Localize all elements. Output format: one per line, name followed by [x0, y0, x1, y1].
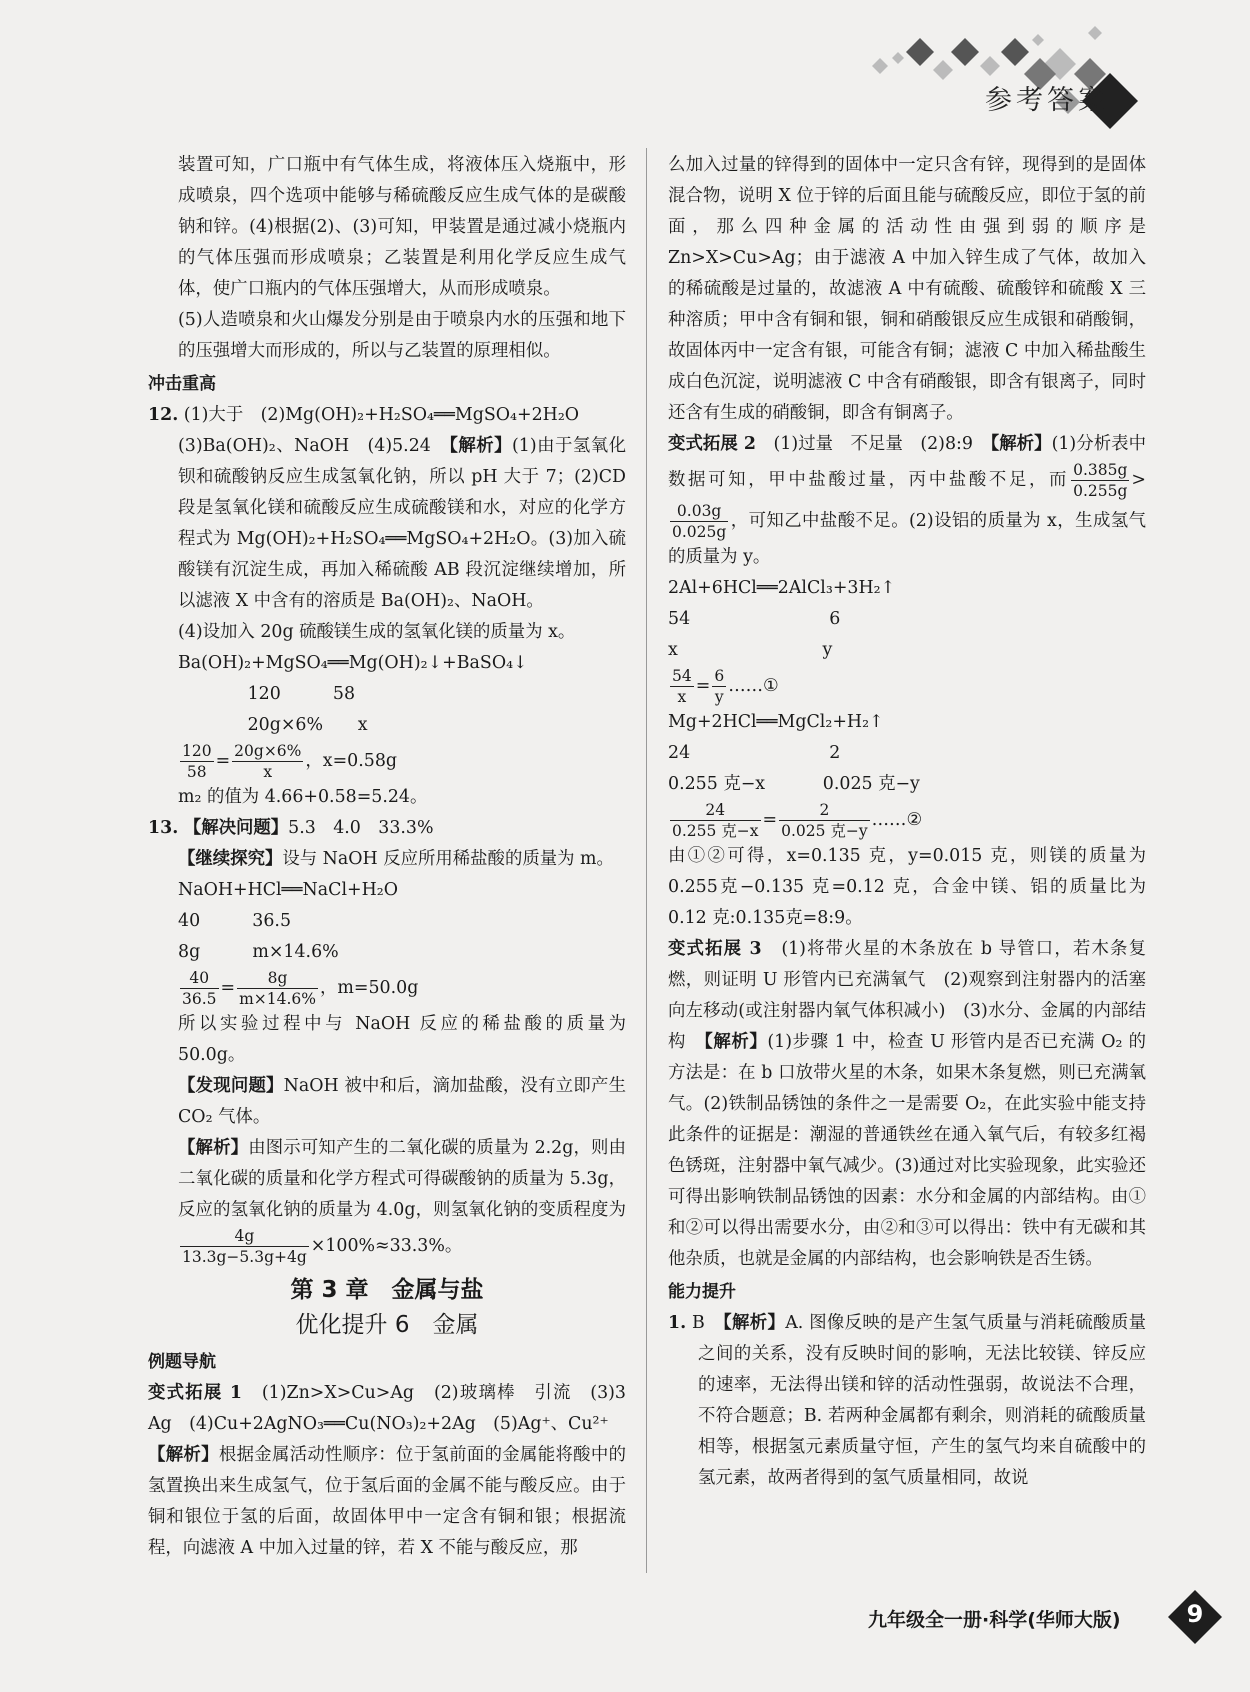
equation-row: 0.255 克−x 0.025 克−y	[668, 774, 920, 794]
chemical-equation: Ba(OH)₂+MgSO₄══Mg(OH)₂↓+BaSO₄↓	[178, 653, 528, 673]
chapter-title: 第 3 章 金属与盐	[290, 1277, 484, 1303]
equation-row: 40 36.5	[178, 911, 292, 931]
denominator: 0.255g	[1073, 482, 1128, 500]
fraction	[670, 800, 761, 841]
section-heading: 例题导航	[148, 1352, 216, 1372]
chemical-equation: Mg+2HCl══MgCl₂+H₂↑	[668, 712, 884, 732]
result-text: ，x=0.58g	[305, 751, 398, 771]
question-12	[148, 400, 626, 431]
answer-analysis	[148, 431, 626, 617]
fraction	[779, 800, 870, 841]
equation-mark: ……②	[871, 810, 923, 830]
denominator: 0.025 克−y	[781, 822, 868, 840]
paragraph: 装置可知，广口瓶中有气体生成，将液体压入烧瓶中，形成喷泉，四个选项中能够与稀硫酸反应生成气体的是碳酸钠和锌。(4)根据(2)、(3)可知，甲装置是通过减小烧瓶内的气体压强而形成喷泉；乙装置是利用化学反应生成气体，使广口瓶内的气体压强增大，从而形成喷泉。	[178, 155, 626, 299]
answer-text: (1)将带火星的木条放在 b 导管口，若木条复燃，则证明 U 形管内已充满氧气 (2)观察到注射器内的活塞向左移动(或注射器内氧气体积减小) (3)水分、金属的内部结构	[668, 939, 1146, 1052]
fraction	[670, 666, 694, 707]
proportion-line: $\frac{120}{58}$ = $\frac{20g\times 6\%}{x}$ ，x=0.58g	[182, 742, 398, 781]
analysis-text: A. 图像反映的是产生氢气质量与消耗硫酸质量之间的关系，没有反映时间的影响，无法比较镁、锌反应的速率，无法得出镁和锌的活动性强弱，故说法不合理，不符合题意；B. 若两种金属都有剩余，则消耗的硫酸质量相等，根据氢元素质量守恒，产生的氢气均来自硫酸中的氢元素，故两者得到的氢气质量相同，故说	[698, 1313, 1146, 1488]
analysis-label: 【解析】	[148, 1445, 219, 1465]
fraction	[670, 501, 728, 542]
paragraph: 由①②可得，x=0.135 克，y=0.015 克，则镁的质量为 0.255克−0.135 克=0.12 克，合金中镁、铝的质量比为 0.12 克:0.135克=8:9。	[668, 846, 1146, 928]
numerator: 8g	[237, 968, 318, 989]
numerator: 4g	[180, 1226, 309, 1247]
numerator: 20g×6%	[234, 742, 302, 760]
chemical-equation: NaOH+HCl══NaCl+H₂O	[178, 880, 398, 900]
analysis-text: ，可知乙中盐酸不足。(2)设铝的质量为 x，生成氢气的质量为 y。	[668, 511, 1146, 567]
label: 【解决问题】	[183, 818, 289, 838]
footer-book-title: 九年级全一册·科学(华师大版)	[868, 1609, 1121, 1631]
paragraph: (4)设加入 20g 硫酸镁生成的氢氧化镁的质量为 x。	[178, 622, 576, 642]
paragraph: 么加入过量的锌得到的固体中一定只含有锌，现得到的是固体混合物，说明 X 位于锌的后面且能与硫酸反应，即位于氢的前面，那么四种金属的活动性由强到弱的顺序是 Zn>X>Cu>Ag；由于滤液 A 中加入锌生成了气体，故加入的稀硫酸是过量的，故滤液 A 中有硫酸、硫酸锌和硫酸 X 三种溶质；甲中含有铜和银，铜和硝酸银反应生成银和硝酸铜，故固体丙中一定含有银，可能含有铜；滤液 C 中加入稀盐酸生成白色沉淀，说明滤液 C 中含有硝酸银，即含有银离子，同时还含有生成的硝酸铜，即含有铜离子。	[668, 155, 1146, 423]
section-title: 优化提升 6 金属	[295, 1312, 479, 1338]
text: 设与 NaOH 反应所用稀盐酸的质量为 m。	[282, 849, 614, 869]
answer-text: (1)Zn>X>Cu>Ag (2)玻璃棒 引流 (3)3 Ag (4)Cu+2AgNO₃══Cu(NO₃)₂+2Ag (5)Ag⁺、Cu²⁺	[148, 1383, 627, 1434]
analysis-label: 【解析】	[722, 1313, 786, 1333]
paragraph	[148, 1440, 626, 1564]
denominator: 13.3g−5.3g+4g	[182, 1248, 307, 1266]
equation-row: 24 2	[668, 743, 841, 763]
column-divider	[646, 148, 647, 1573]
numerator: 54	[672, 667, 692, 685]
analysis-label: 【解析】	[178, 1138, 249, 1158]
answer-text: 5.3 4.0 33.3%	[288, 818, 434, 838]
label: 变式拓展 2	[668, 434, 756, 454]
analysis-text: (1)分析表中数据可知，甲中盐酸过量，丙中盐酸不足，而	[668, 434, 1146, 490]
paragraph	[148, 1133, 626, 1267]
numerator: 0.03g	[670, 501, 728, 522]
answer-text: (3)Ba(OH)₂、NaOH (4)5.24	[178, 436, 450, 456]
equation-row: 54 6	[668, 609, 841, 629]
denominator: m×14.6%	[239, 990, 317, 1008]
fraction	[237, 968, 318, 1009]
proportion-line: $\frac{24}{\text{0.255 克−x}}$ = $\frac{2}{\text{0.025 克−y}}$ ……②	[672, 801, 923, 840]
section-heading: 冲击重高	[148, 374, 216, 394]
analysis-text: (1)由于氢氧化钡和硫酸钠反应生成氢氧化钠，所以 pH 大于 7；(2)CD 段是氢氧化镁和硫酸反应生成硫酸镁和水，对应的化学方程式为 Mg(OH)₂+H₂SO₄══MgSO₄+2H₂O。(3)加入硫酸镁有沉淀生成，再加入稀硫酸 AB 段沉淀继续增加，所以滤液 X 中含有的溶质是 Ba(OH)₂、NaOH。	[178, 436, 626, 611]
denominator: x	[677, 688, 687, 706]
example-2	[668, 429, 1146, 573]
example-3	[668, 934, 1146, 1275]
paragraph: 所以实验过程中与 NaOH 反应的稀盐酸的质量为 50.0g。	[178, 1014, 626, 1065]
denominator: 36.5	[182, 990, 217, 1008]
analysis-label: 【解析】	[449, 436, 512, 456]
fraction	[712, 666, 726, 707]
denominator: x	[263, 763, 273, 781]
fraction	[1071, 460, 1129, 501]
paragraph: m₂ 的值为 4.66+0.58=5.24。	[178, 787, 428, 807]
label: 【继续探究】	[178, 849, 283, 869]
equation-row: 120 58	[178, 684, 356, 704]
equation-row: 20g×6% x	[178, 715, 368, 735]
denominator: 0.025g	[672, 523, 727, 541]
equation-row: x y	[668, 640, 833, 660]
label: 变式拓展 1	[148, 1383, 242, 1403]
paragraph	[148, 1071, 626, 1133]
analysis-text: (1)步骤 1 中，检查 U 形管内是否已充满 O₂ 的方法是：在 b 口放带火星的木条，如果木条复燃，则已充满氧气。(2)铁制品锈蚀的条件之一是需要 O₂，在此实验中能支持此条件的证据是：潮湿的普通铁丝在通入氧气后，有较多红褐色锈斑，注射器中氧气减少。(3)通过对比实验现象，此实验还可得出影响铁制品锈蚀的因素：水分和金属的内部结构。由①和②可以得出需要水分，由②和③可以得出：铁中有无碳和其他杂质，也就是金属的内部结构，也会影响铁是否生锈。	[668, 1032, 1146, 1269]
proportion-line: $\frac{54}{x}$ = $\frac{6}{y}$ ……①	[672, 667, 779, 706]
numerator: 2	[779, 800, 870, 821]
question-number: 12.	[148, 405, 179, 425]
fraction	[180, 968, 219, 1009]
numerator: 24	[670, 800, 761, 821]
question-13	[148, 813, 626, 844]
denominator: y	[714, 688, 724, 706]
paragraph: (5)人造喷泉和火山爆发分别是由于喷泉内水的压强和地下的压强增大而形成的，所以与乙装置的原理相似。	[178, 310, 626, 361]
paragraph	[148, 844, 626, 875]
result-text: ，m=50.0g	[320, 978, 419, 998]
answer-text: (1)过量 不足量 (2)8:9	[773, 434, 991, 454]
question-1	[668, 1308, 1146, 1494]
analysis-label: 【解析】	[704, 1032, 768, 1052]
proportion-line: $\frac{40}{36.5}$ = $\frac{8g}{m\times 14.6\%}$ ，m=50.0g	[182, 969, 419, 1008]
answer-text: (1)大于 (2)Mg(OH)₂+H₂SO₄══MgSO₄+2H₂O	[183, 405, 580, 425]
numerator: 40	[180, 968, 219, 989]
question-number: 1.	[668, 1313, 687, 1333]
equation-mark: ……①	[728, 676, 779, 696]
comparison-sign: >	[1131, 470, 1146, 490]
right-column	[668, 150, 1146, 1494]
chemical-equation: 2Al+6HCl══2AlCl₃+3H₂↑	[668, 578, 896, 598]
fraction	[232, 741, 303, 782]
text: NaOH 被中和后，滴加盐酸，没有立即产生 CO₂ 气体。	[178, 1076, 626, 1127]
example-1	[148, 1378, 626, 1440]
label: 变式拓展 3	[668, 939, 762, 959]
equation-row: 8g m×14.6%	[178, 942, 339, 962]
question-number: 13.	[148, 818, 179, 838]
denominator: 58	[186, 763, 207, 781]
analysis-text: 由图示可知产生的二氧化碳的质量为 2.2g，则由二氧化碳的质量和化学方程式可得碳酸钠的质量为 5.3g，反应的氢氧化钠的质量为 4.0g，则氢氧化钠的变质程度为	[178, 1138, 626, 1220]
numerator: 0.385g	[1073, 461, 1128, 479]
page-number-text: 9	[1186, 1600, 1204, 1628]
page-number	[1168, 1590, 1222, 1644]
fraction	[180, 1226, 309, 1267]
numerator: 120	[182, 742, 212, 760]
header-title: 参考答案	[985, 85, 1109, 116]
result-text: ×100%≈33.3%。	[310, 1236, 463, 1256]
left-column	[148, 150, 626, 1564]
analysis-text: 根据金属活动性顺序：位于氢前面的金属能将酸中的氢置换出来生成氢气，位于氢后面的金属不能与酸反应。由于铜和银位于氢的后面，故固体甲中一定含有铜和银；根据流程，向滤液 A 中加入过量的锌，若 X 不能与酸反应，那	[148, 1445, 626, 1558]
section-heading: 能力提升	[668, 1282, 736, 1302]
fraction	[180, 741, 214, 782]
answer-text: B	[692, 1313, 723, 1333]
denominator: 0.255 克−x	[672, 822, 759, 840]
analysis-label: 【解析】	[990, 434, 1052, 454]
numerator: 6	[714, 667, 725, 685]
label: 【发现问题】	[178, 1076, 284, 1096]
